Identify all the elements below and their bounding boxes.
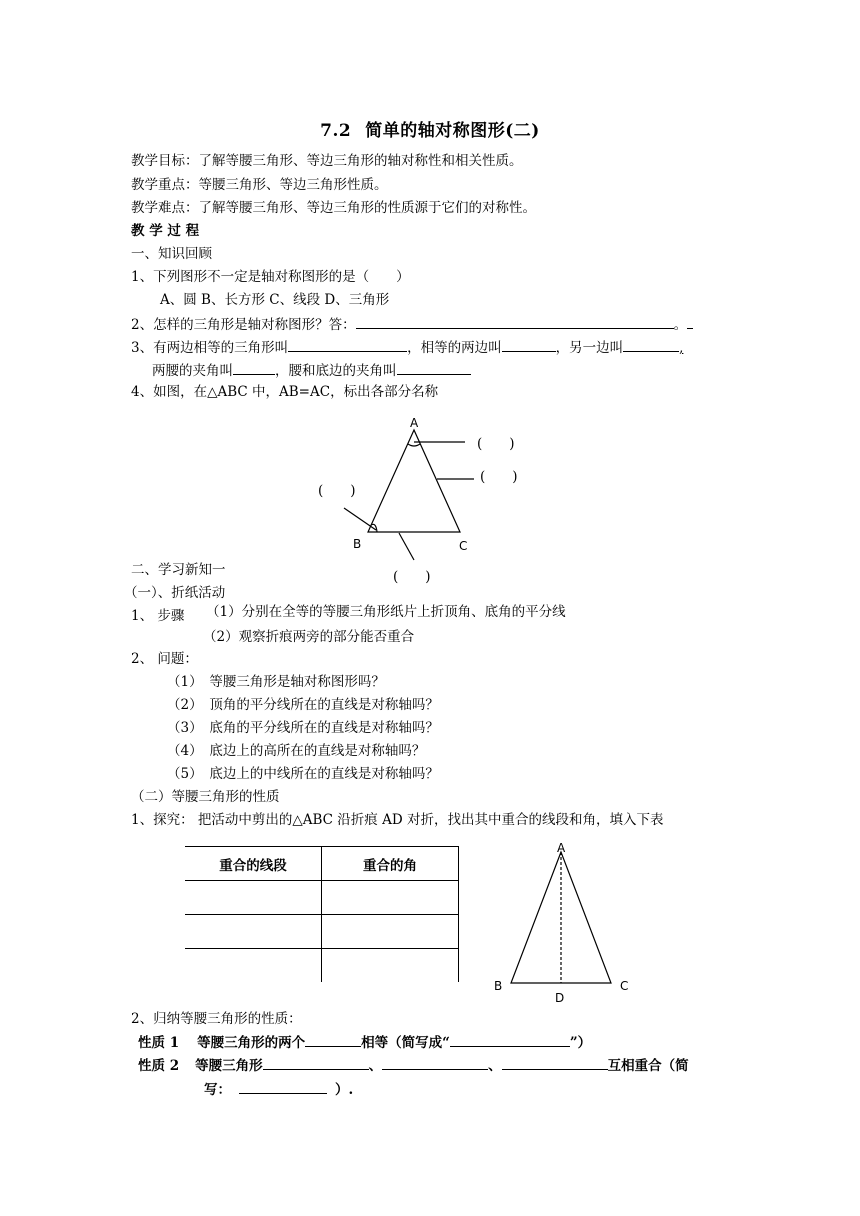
blank-paren-leg: ( ): [480, 469, 518, 485]
property-2: [138, 1055, 689, 1075]
vertex-b-label: B: [494, 979, 503, 993]
property-1-label: 性质 1: [138, 1035, 180, 1051]
question-item: （3） 底角的平分线所在的直线是对称轴吗？: [167, 720, 439, 736]
property-2-text-b: 互相重合（简: [607, 1058, 689, 1074]
question-3-text-e: 两腰的夹角叫: [152, 363, 233, 379]
summary-heading: 2、归纳等腰三角形的性质：: [131, 1011, 302, 1027]
property-1: [138, 1032, 591, 1052]
property-1-text-a: 等腰三角形的两个: [197, 1035, 306, 1051]
property-2-label: 性质 2: [138, 1058, 180, 1074]
question-1-options: A、圆 B、长方形 C、线段 D、三角形: [160, 292, 390, 308]
answer-blank[interactable]: [502, 1055, 608, 1070]
property-2-text-a: 等腰三角形: [195, 1058, 263, 1074]
question-4: 4、如图，在△ABC 中，AB=AC，标出各部分名称: [131, 384, 439, 400]
answer-blank[interactable]: [382, 1055, 488, 1070]
property-2-text-d: ）.: [335, 1082, 354, 1098]
question-1: 1、下列图形不一定是轴对称图形的是（ ）: [131, 269, 410, 285]
steps-label: 1、 步骤: [131, 608, 185, 624]
question-item: （5） 底边上的中线所在的直线是对称轴吗？: [167, 766, 439, 782]
question-3-text-b: ，相等的两边叫: [407, 340, 502, 356]
question-item: （4） 底边上的高所在的直线是对称轴吗？: [167, 743, 426, 759]
blank-paren-base-angle: ( ): [318, 483, 356, 499]
questions-label: 2、 问题：: [131, 651, 198, 667]
property-1-text-c: ”）: [569, 1035, 592, 1051]
vertex-c-label: C: [620, 979, 629, 993]
property-2-separator: 、: [368, 1058, 383, 1074]
property-2-separator: 、: [488, 1058, 502, 1074]
question-3-text-f: ，腰和底边的夹角叫: [275, 363, 397, 379]
property-1-text-b: 相等（简写成“: [361, 1035, 450, 1051]
process-heading: 教 学 过 程: [131, 223, 200, 239]
question-2-text: 2、怎样的三角形是轴对称图形？答：: [131, 317, 356, 333]
section1-heading: 一、知识回顾: [131, 246, 212, 262]
objective-focus: 教学重点：等腰三角形、等边三角形性质。: [131, 177, 388, 193]
blank-paren-apex: ( ): [477, 436, 515, 452]
title-number: 7.2: [320, 121, 352, 141]
answer-blank[interactable]: [239, 1079, 327, 1094]
section2-heading: 二、学习新知一: [131, 562, 226, 578]
step-1: （1）分别在全等的等腰三角形纸片上折顶角、底角的平分线: [206, 604, 566, 620]
explore-instruction: 1、探究： 把活动中剪出的△ABC 沿折痕 AD 对折，找出其中重合的线段和角，填入下表: [131, 812, 664, 828]
title-text: 简单的轴对称图形(二): [365, 121, 540, 141]
vertex-a-label: A: [410, 416, 419, 430]
section2-sub1: （一）、折纸活动: [124, 585, 226, 601]
vertex-a-label: A: [557, 841, 566, 855]
table-header-angles: 重合的角: [322, 847, 459, 881]
question-item: （2） 顶角的平分线所在的直线是对称轴吗？: [167, 697, 439, 713]
table-header-segments: 重合的线段: [185, 847, 322, 881]
answer-blank[interactable]: [450, 1032, 570, 1047]
property-2-line2: [204, 1079, 353, 1099]
step-2: （2）观察折痕两旁的部分能否重合: [203, 629, 415, 645]
point-d-label: D: [555, 991, 565, 1005]
objective-difficulty: 教学难点：了解等腰三角形、等边三角形的性质源于它们的对称性。: [131, 200, 536, 216]
vertex-c-label: C: [459, 539, 468, 553]
objective-goal: 教学目标：了解等腰三角形、等边三角形的轴对称性和相关性质。: [131, 153, 523, 169]
answer-blank[interactable]: [305, 1032, 361, 1047]
question-3-text-d: ,: [679, 340, 684, 356]
property-2-text-c: 写：: [204, 1082, 231, 1098]
vertex-b-label: B: [353, 537, 362, 551]
question-3-text-c: ，另一边叫: [555, 340, 624, 356]
blank-paren-base: ( ): [393, 569, 431, 585]
question-2-end: 。: [673, 317, 688, 333]
answer-blank[interactable]: [263, 1055, 369, 1070]
question-3-text-a: 3、有两边相等的三角形叫: [131, 340, 289, 356]
section2-sub2: （二）等腰三角形的性质: [131, 789, 280, 805]
question-item: （1） 等腰三角形是轴对称图形吗？: [167, 674, 385, 690]
